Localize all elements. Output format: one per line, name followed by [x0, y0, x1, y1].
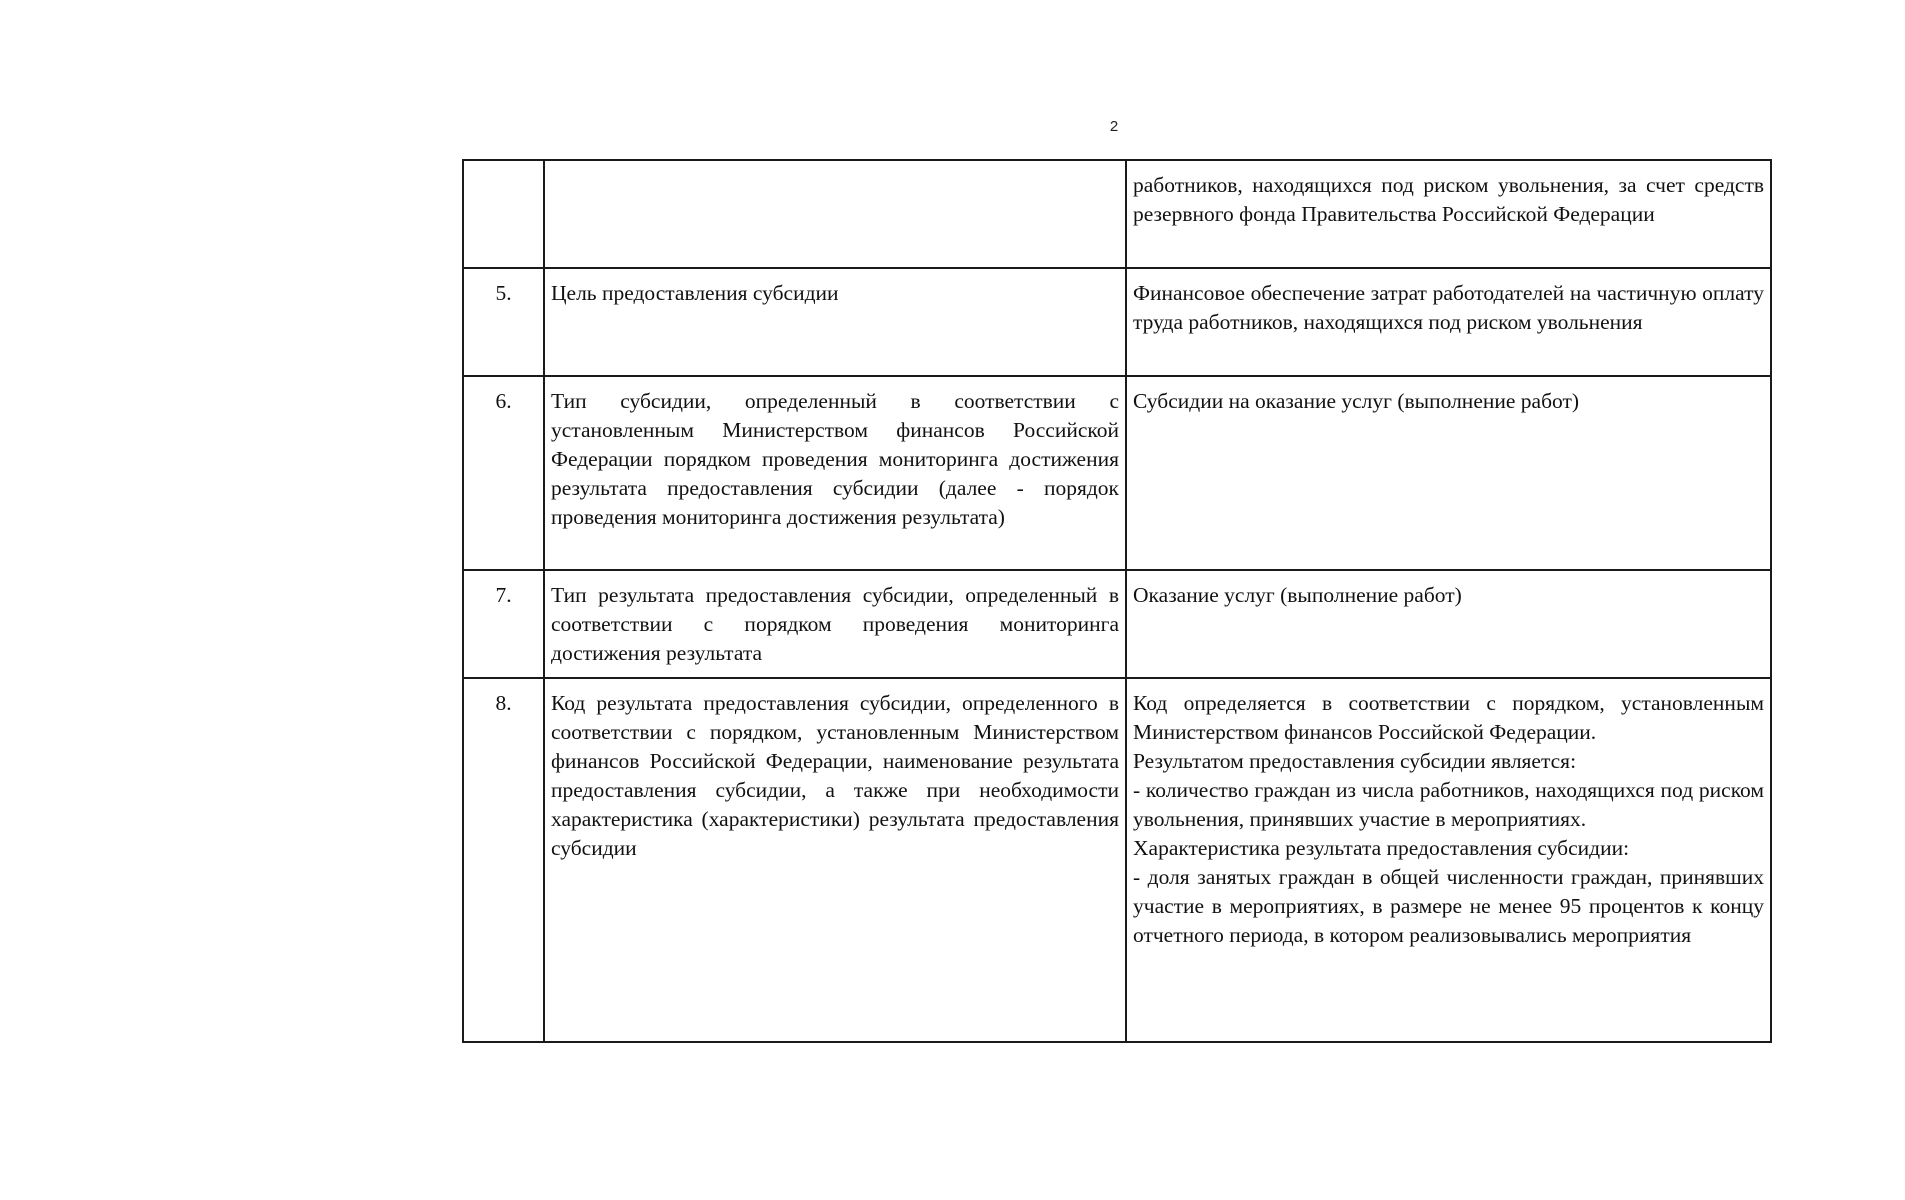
row-value	[1126, 268, 1771, 376]
row-number	[463, 160, 544, 268]
page-number: 2	[1109, 118, 1119, 135]
row-number: 6.	[463, 376, 544, 570]
row-value-line: Оказание услуг (выполнение работ)	[1133, 583, 1462, 607]
row-number: 8.	[463, 678, 544, 1042]
row-number: 5.	[463, 268, 544, 376]
row-name: Код результата предоставления субсидии, определенного в соответствии с порядком, установленным Министерством финансов Российской Федерации, наименование результата предоставления субсидии, а также при необходимости характеристика (характеристики) результата предоставления субсидии	[544, 678, 1126, 1042]
row-value	[1126, 570, 1771, 678]
row-value-line: Субсидии на оказание услуг (выполнение работ)	[1133, 389, 1580, 413]
row-value-line: работников, находящихся под риском увольнения, за счет средств резервного фонда Правительства Российской Федерации	[1133, 173, 1764, 226]
row-value-line: - доля занятых граждан в общей численности граждан, принявших участие в мероприятиях, в размере не менее 95 процентов к концу отчетного периода, в котором реализовывались мероприятия	[1133, 865, 1764, 947]
row-value-line: Характеристика результата предоставления субсидии:	[1133, 836, 1630, 860]
row-number: 7.	[463, 570, 544, 678]
row-name	[544, 160, 1126, 268]
row-value-line: Код определяется в соответствии с порядком, установленным Министерством финансов Российской Федерации.	[1133, 691, 1764, 744]
row-value	[1126, 376, 1771, 570]
row-name: Цель предоставления субсидии	[544, 268, 1126, 376]
row-name: Тип результата предоставления субсидии, определенный в соответствии с порядком проведения мониторинга достижения результата	[544, 570, 1126, 678]
table-row	[463, 160, 1771, 268]
row-value-line: Финансовое обеспечение затрат работодателей на частичную оплату труда работников, находящихся под риском увольнения	[1133, 281, 1764, 334]
table-row	[463, 376, 1771, 570]
row-value	[1126, 160, 1771, 268]
row-value-line: Результатом предоставления субсидии является:	[1133, 749, 1577, 773]
row-name: Тип субсидии, определенный в соответствии с установленным Министерством финансов Российской Федерации порядком проведения мониторинга достижения результата предоставления субсидии (далее - порядок проведения мониторинга достижения результата)	[544, 376, 1126, 570]
table-row	[463, 268, 1771, 376]
row-value-line: - количество граждан из числа работников, находящихся под риском увольнения, принявших участие в мероприятиях.	[1133, 778, 1764, 831]
row-value	[1126, 678, 1771, 1042]
table-row	[463, 570, 1771, 678]
subsidy-table	[462, 159, 1772, 1043]
table-row	[463, 678, 1771, 1042]
